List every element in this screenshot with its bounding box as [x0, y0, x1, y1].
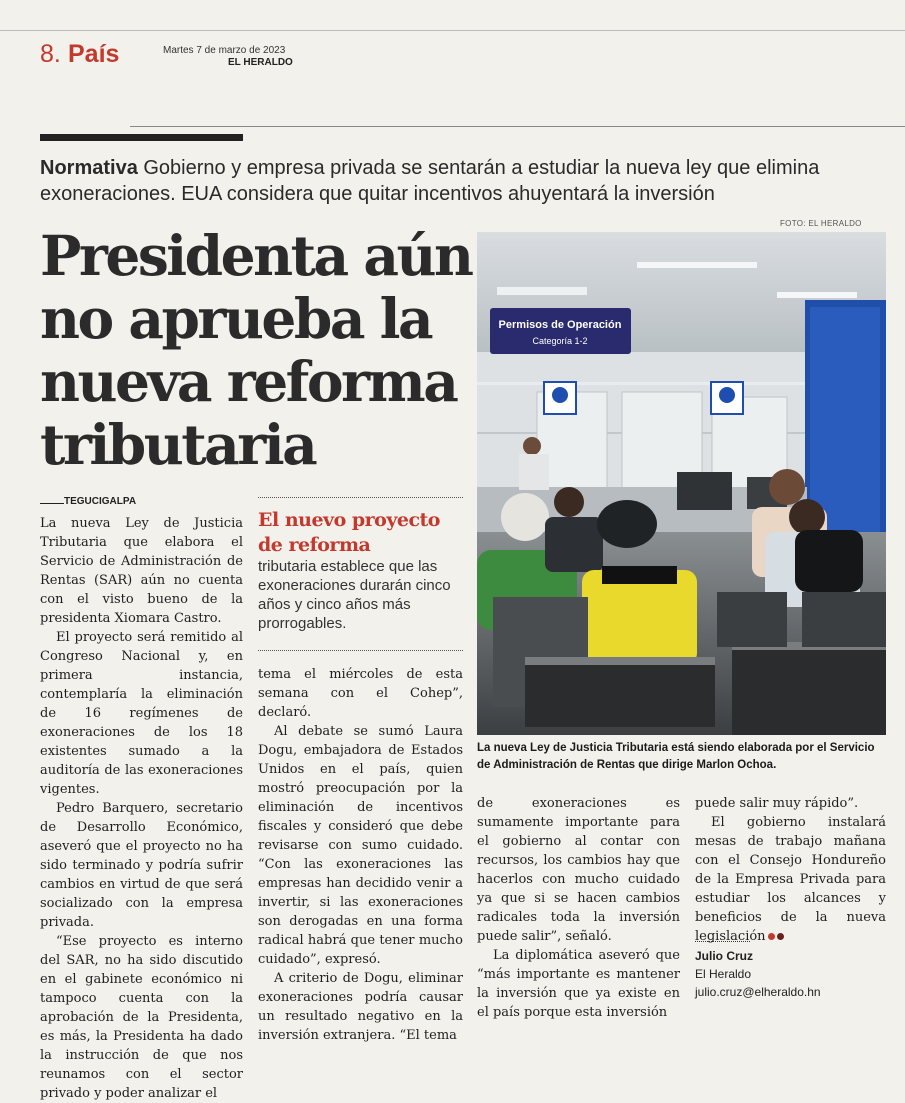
paragraph: La diplomática aseveró que “más importante es mantener la inversión que ya existe en el país porque esta inversión	[477, 948, 680, 1020]
paragraph: Al debate se sumó Laura Dogu, embajadora de Estados Unidos en el país, quien mostró preocupación por la eliminación de incentivos fiscales y consideró que debe revisarse con sumo cuidado. “Con las exoneraciones las empresas han decidido venir a invertir, si las exoneraciones son derogadas en una forma radical habrá que tener mucho cuidado”, expresó.	[258, 724, 463, 967]
photo-credit: FOTO: EL HERALDO	[780, 219, 862, 228]
byline-divider	[695, 941, 750, 942]
body-column-3	[477, 794, 680, 1022]
header-rule	[130, 126, 905, 127]
paragraph: tema el miércoles de esta semana con el Cohep”, declaró.	[258, 667, 463, 720]
dateline: TEGUCIGALPA	[64, 496, 137, 507]
sidebar-text: tributaria establece que las exoneraciones durarán cinco años y cinco años más prorrogables.	[258, 558, 451, 632]
headline: Presidenta aún no aprueba la nueva reforma tributaria	[40, 223, 472, 477]
paragraph: La nueva Ley de Justicia Tributaria que elabora el Servicio de Administración de Rentas (SAR) aún no cuenta con el visto bueno de la presidenta Xiomara Castro.	[40, 516, 243, 626]
paragraph: “Ese proyecto es interno del SAR, no ha sido discutido en el gabinete económico ni tampoco cuenta con la aprobación de la Presidenta, es más, la Presidenta ha dado la instrucción de que nos reunamos con el sector privado y poder analizar el	[40, 934, 243, 1101]
sidebar-title: El nuevo proyecto de reforma	[258, 509, 440, 556]
kicker-text: Gobierno y empresa privada se sentarán a estudiar la nueva ley que elimina exoneraciones. EUA considera que quitar incentivos ahuyentará la inversión	[40, 157, 820, 205]
paragraph-text: El gobierno instalará mesas de trabajo mañana con el Consejo Hondureño de la Empresa Privada para estudiar los alcances y beneficios de la nueva legislación	[695, 815, 886, 944]
sign-text-2: Categoría 1-2	[532, 336, 588, 346]
author-paper: El Heraldo	[695, 967, 752, 981]
body-column-1	[40, 514, 243, 1103]
section-name: País	[68, 40, 120, 68]
end-mark-icon	[777, 933, 784, 940]
author-name: Julio Cruz	[695, 949, 754, 963]
author-email: julio.cruz@elheraldo.hn	[695, 985, 821, 999]
paragraph: El proyecto será remitido al Congreso Nacional y, en primera instancia, contemplaría la eliminación de 16 regímenes de exoneraciones de los 18 existentes sumado a la auditoría de las exoneraciones vigentes.	[40, 630, 243, 797]
kicker-label: Normativa	[40, 157, 138, 179]
page-number: 8.	[40, 40, 61, 68]
paragraph: A criterio de Dogu, eliminar exoneraciones podría causar un resultado negativo en la inversión extranjera. “El tema	[258, 971, 463, 1043]
kicker	[40, 155, 890, 207]
news-photo	[477, 232, 886, 735]
body-column-2	[258, 665, 463, 1045]
top-rule	[0, 30, 905, 31]
body-column-4	[695, 794, 886, 946]
dateline-rule	[40, 503, 64, 504]
issue-date: Martes 7 de marzo de 2023	[163, 45, 286, 56]
photo-caption: La nueva Ley de Justicia Tributaria está siendo elaborada por el Servicio de Administración de Rentas que dirige Marlon Ochoa.	[477, 742, 875, 771]
end-mark-icon	[768, 933, 775, 940]
sidebar-divider-bottom	[258, 650, 463, 651]
sign-text-1: Permisos de Operación	[498, 319, 622, 331]
sidebar-divider-top	[258, 497, 463, 498]
newspaper-name: EL HERALDO	[228, 57, 293, 68]
paragraph: de exoneraciones es sumamente importante para el gobierno al contar con recursos, los cambios hay que hacerlos con mucho cuidado ya que si se hacen cambios radicales toda la inversión puede salir”, señaló.	[477, 796, 680, 944]
paragraph: puede salir muy rápido”.	[695, 796, 859, 811]
paragraph: Pedro Barquero, secretario de Desarrollo Económico, aseveró que el proyecto no ha sido terminado y podría sufrir cambios en virtud de que será socializado con la empresa privada.	[40, 801, 243, 930]
kicker-bar	[40, 134, 243, 141]
paragraph-end	[695, 813, 886, 946]
